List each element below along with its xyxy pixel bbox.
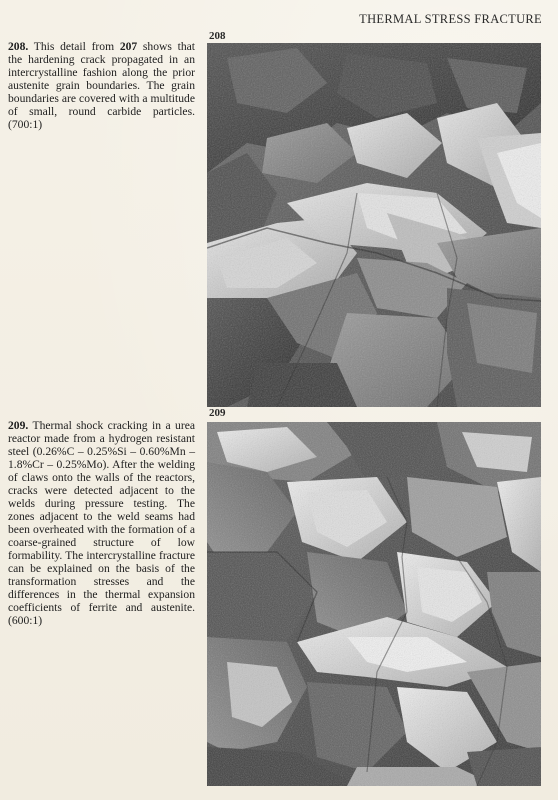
figure-209-micrograph [207,422,541,786]
figure-209-label: 209 [209,407,226,419]
caption-figure-reference: 207 [119,40,138,53]
running-head: THERMAL STRESS FRACTURE [359,12,542,26]
sem-micrograph-icon [207,43,541,407]
caption-text: shows that the hardening crack propagated in an intercrystalline fashion along the prior austenite grain boundaries. The grain boundaries are covered with a multitude of small, round carbide particles. (700:1) [8,40,195,131]
figure-209-caption [8,419,195,627]
caption-number: 208. [8,40,29,53]
figure-208-micrograph [207,43,541,407]
caption-number: 209. [8,419,29,432]
caption-text: Thermal shock cracking in a urea reactor made from a hydrogen resistant steel (0.26%C – 0.25%Si – 0.60%Mn – 1.8%Cr – 0.25%Mo). After the welding of claws onto the walls of the reactors, cracks were detected adjacent to the welds during pressure testing. The zones adjacent to the weld seams had been overheated with the formation of a coarse-grained structure of low formability. The intercrystalline fracture can be explained on the basis of the transformation stresses and the differences in the thermal expansion coefficients of ferrite and austenite. (600:1) [8,419,195,627]
figure-208-label: 208 [209,30,226,42]
caption-text: This detail from [28,40,120,53]
figure-208-caption [8,40,195,131]
sem-micrograph-icon [207,422,541,786]
